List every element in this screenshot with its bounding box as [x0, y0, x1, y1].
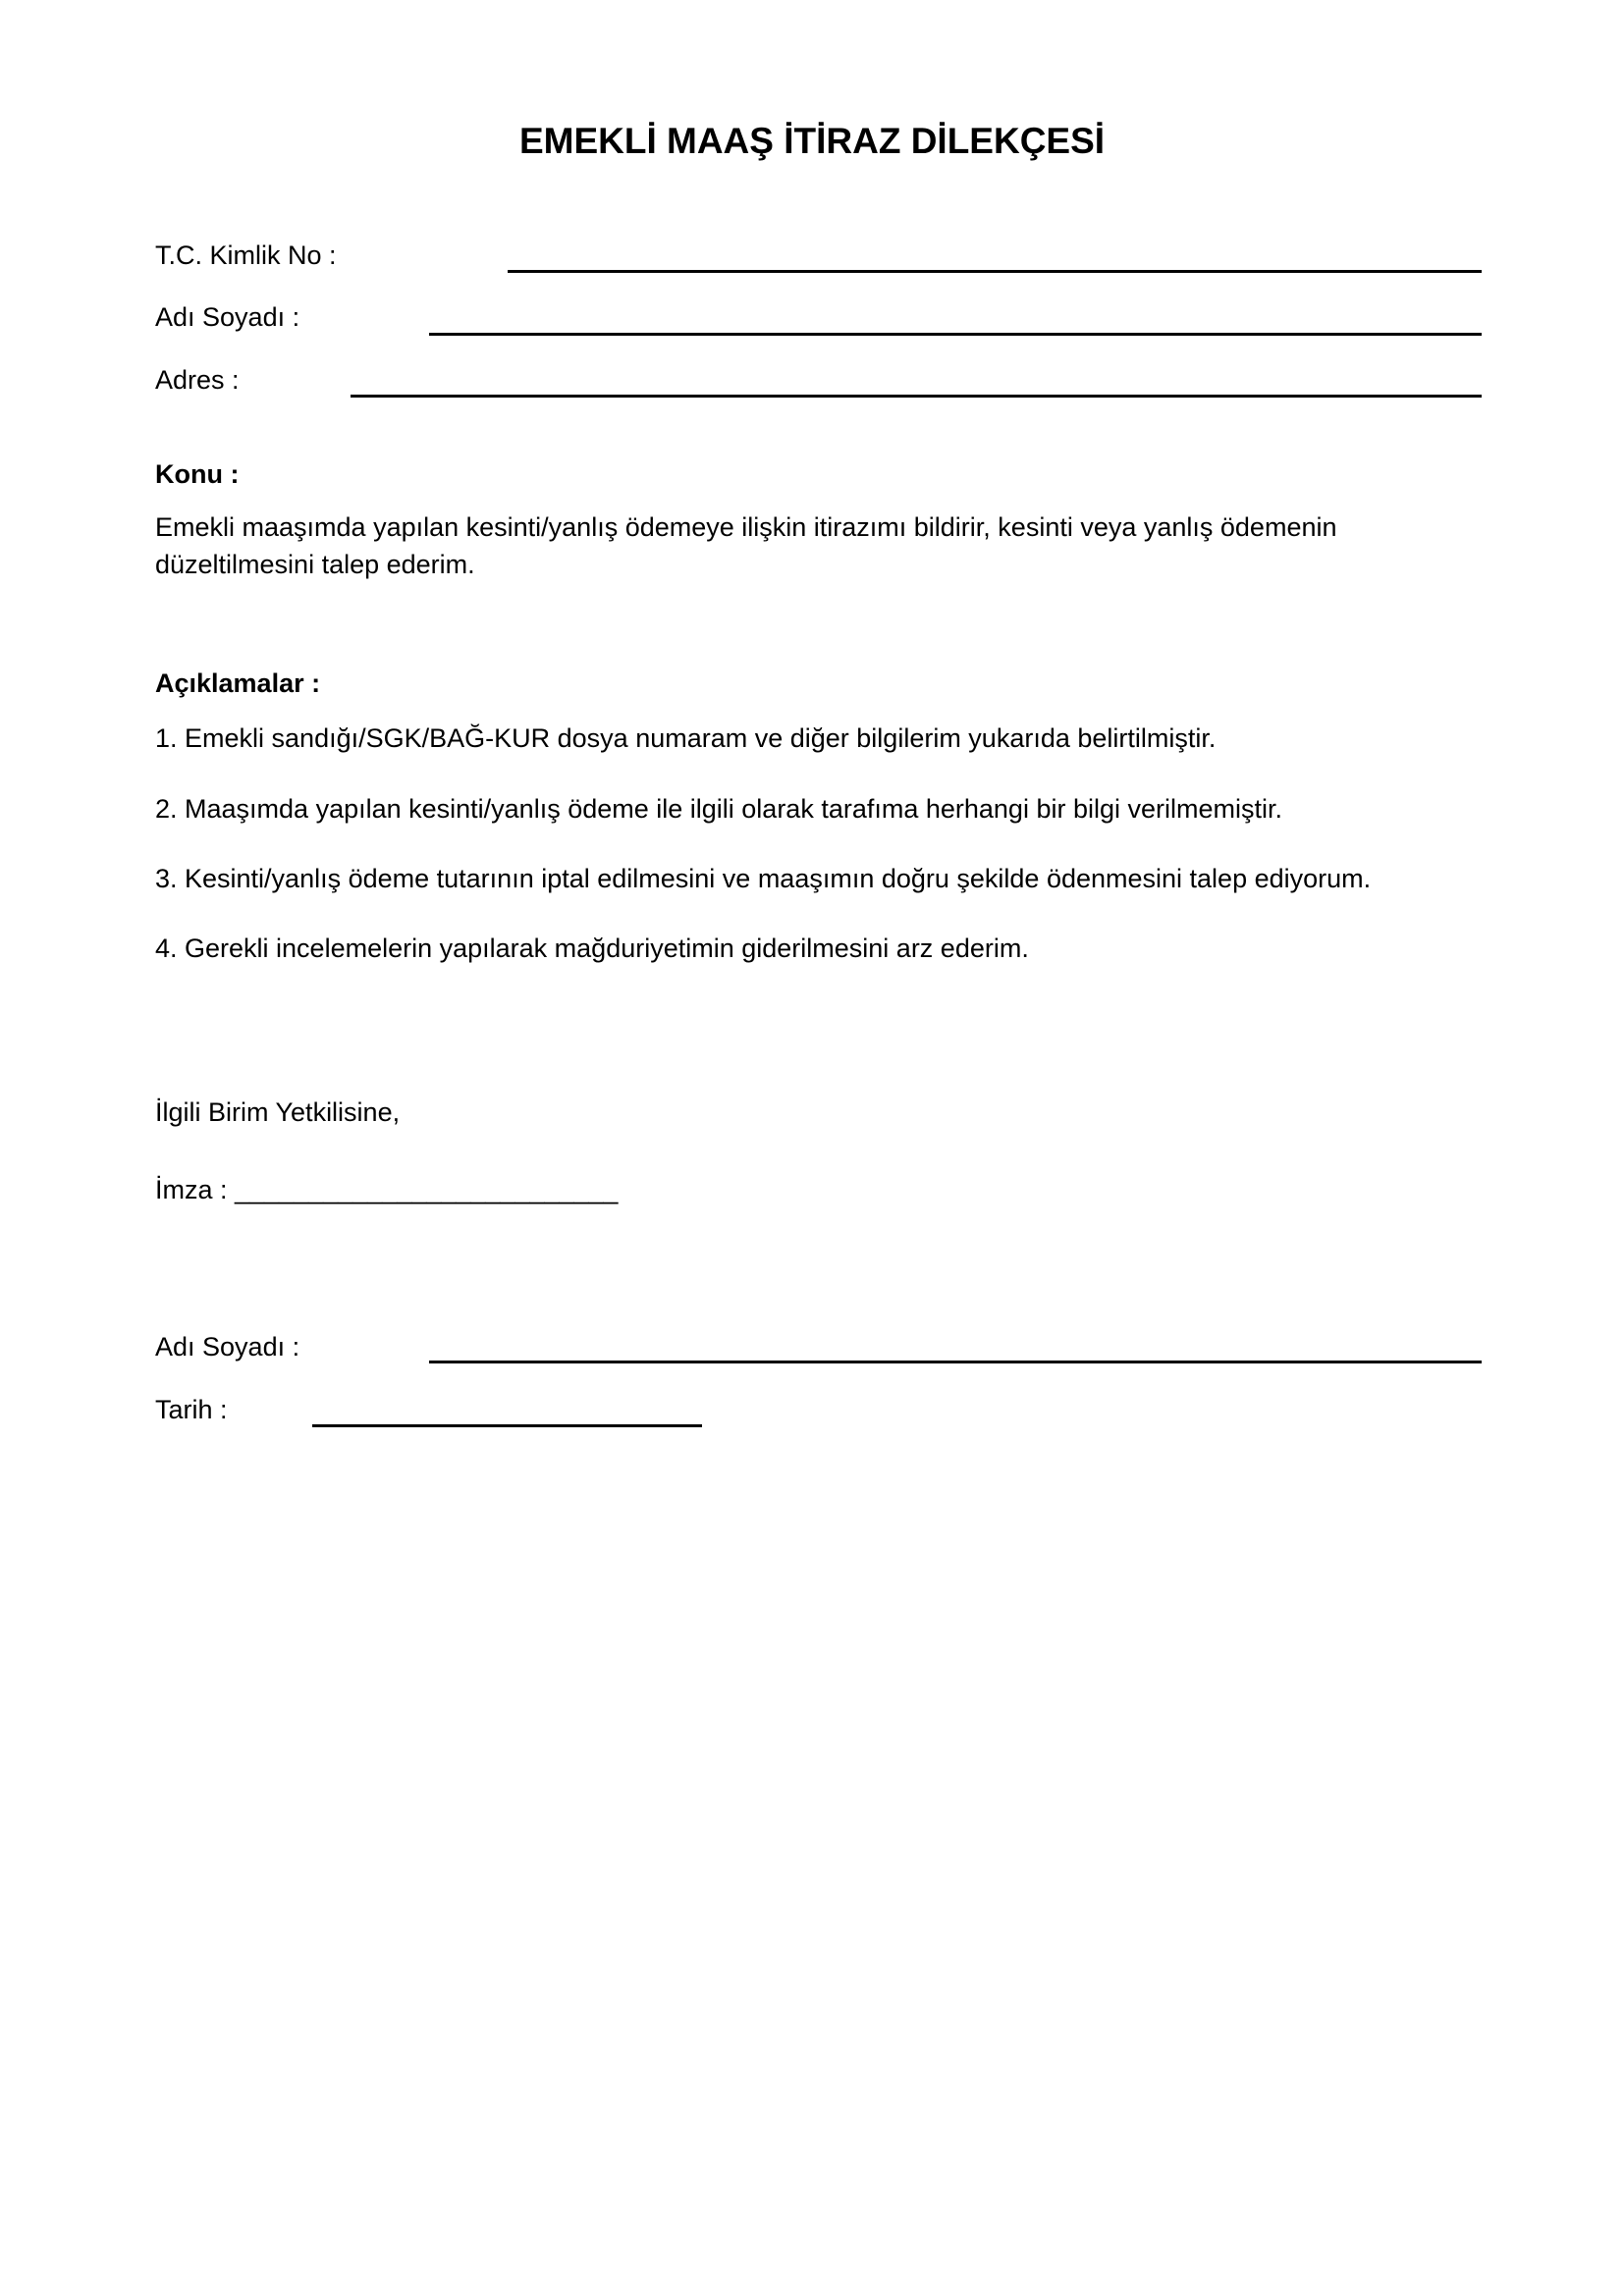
explanation-item: 4. Gerekli incelemelerin yapılarak mağduriyetimin giderilmesini arz ederim. [155, 934, 1029, 963]
address-input-line[interactable] [351, 395, 1482, 398]
subject-heading: Konu : [155, 459, 240, 489]
tc-kimlik-input-line[interactable] [508, 270, 1482, 273]
tc-kimlik-label: T.C. Kimlik No : [155, 240, 337, 270]
closing-name-label: Adı Soyadı : [155, 1332, 300, 1362]
subject-text: Emekli maaşımda yapılan kesinti/yanlış ödemeye ilişkin itirazımı bildirir, kesinti veya yanlış ödemenin düzeltilmesini talep ederim. [155, 512, 1337, 579]
page-title: EMEKLİ MAAŞ İTİRAZ DİLEKÇESİ [518, 121, 1106, 161]
address-label: Adres : [155, 365, 240, 395]
date-input-line[interactable] [312, 1424, 702, 1427]
signature-line[interactable]: İmza : __________________________ [155, 1175, 619, 1204]
explanations-heading: Açıklamalar : [155, 668, 321, 698]
explanation-item: 3. Kesinti/yanlış ödeme tutarının iptal edilmesini ve maaşımın doğru şekilde ödenmesini talep ediyorum. [155, 864, 1372, 893]
date-label: Tarih : [155, 1395, 228, 1424]
explanation-item: 1. Emekli sandığı/SGK/BAĞ-KUR dosya numaram ve diğer bilgilerim yukarıda belirtilmiştir. [155, 723, 1217, 753]
addressee: İlgili Birim Yetkilisine, [155, 1097, 401, 1127]
name-label: Adı Soyadı : [155, 302, 300, 332]
explanation-item: 2. Maaşımda yapılan kesinti/yanlış ödeme ile ilgili olarak tarafıma herhangi bir bilgi verilmemiştir. [155, 794, 1282, 824]
closing-name-input-line[interactable] [429, 1361, 1482, 1363]
name-input-line[interactable] [429, 333, 1482, 336]
